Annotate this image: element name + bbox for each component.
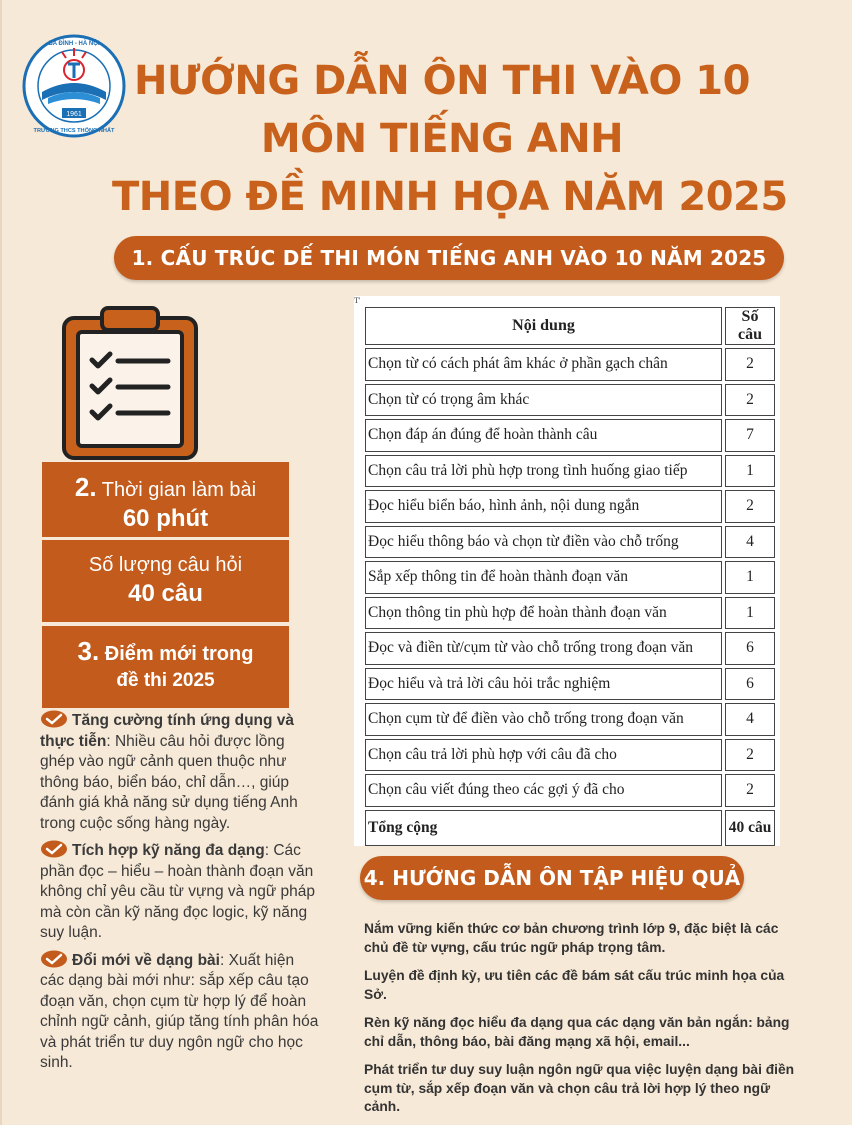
- new-label: Điểm mới trong: [104, 643, 254, 665]
- point-1-title: Tăng cường tính ứng dụng và thực tiễn: [40, 712, 295, 750]
- logo-top-text: BA ĐÌNH - HÀ NỘI: [48, 41, 100, 47]
- table-row: [365, 632, 775, 665]
- time-number: 2.: [74, 472, 97, 502]
- logo-bottom-text: TRƯỜNG THCS THỐNG NHẤT: [33, 128, 115, 134]
- time-label: Thời gian làm bài: [101, 479, 257, 501]
- list-item: [40, 950, 320, 1074]
- table-body: [365, 348, 775, 846]
- row-content: Đọc hiểu và trả lời câu hỏi trắc nghiệm: [365, 668, 722, 701]
- table-corner-mark: T': [354, 296, 361, 305]
- point-2-title: Tích hợp kỹ năng đa dạng: [72, 842, 265, 859]
- row-count: 6: [725, 668, 775, 701]
- table-row: [365, 419, 775, 452]
- row-count: 6: [725, 632, 775, 665]
- table-row: [365, 526, 775, 559]
- row-count: 1: [725, 455, 775, 488]
- header-content: Nội dung: [365, 307, 722, 345]
- time-value: 60 phút: [122, 505, 209, 532]
- table-row: [365, 597, 775, 630]
- time-box: [42, 462, 289, 537]
- header-count: Số câu: [725, 307, 775, 345]
- row-content: Chọn câu trả lời phù hợp với câu đã cho: [365, 739, 722, 772]
- row-content: Đọc hiểu biển báo, hình ảnh, nội dung ngắn: [365, 490, 722, 523]
- point-1-text: : Nhiều câu hỏi được lồng ghép vào ngữ cảnh quen thuộc như thông báo, biển báo, chỉ dẫn…, giúp đánh giá khả năng sử dụng tiếng Anh trong cuộc sống hàng ngày.: [40, 732, 298, 832]
- row-count: 1: [725, 561, 775, 594]
- row-content: Chọn câu viết đúng theo các gợi ý đã cho: [365, 774, 722, 807]
- row-content: Chọn cụm từ để điền vào chỗ trống trong đoạn văn: [365, 703, 722, 736]
- new-points-box: [42, 626, 289, 708]
- school-logo: [22, 34, 126, 138]
- clipboard-icon: [58, 304, 202, 464]
- check-icon: [40, 840, 68, 858]
- point-2-text: : Các phần đọc – hiểu – hoàn thành đoạn văn không chỉ yêu cầu từ vựng và ngữ pháp mà còn cần kỹ năng đọc logic, kỹ năng suy luận.: [40, 842, 315, 941]
- row-content: Chọn thông tin phù hợp để hoàn thành đoạn văn: [365, 597, 722, 630]
- row-content: Chọn từ có trọng âm khác: [365, 384, 722, 417]
- table-row: [365, 774, 775, 807]
- row-count: 4: [725, 703, 775, 736]
- table-row: [365, 668, 775, 701]
- section-1-heading: 1. CẤU TRÚC DẾ THI MÓN TIẾNG ANH VÀO 10 NĂM 2025: [114, 236, 784, 280]
- table-row: [365, 739, 775, 772]
- row-count: 2: [725, 348, 775, 381]
- table-header-row: [365, 307, 775, 345]
- row-count: 2: [725, 739, 775, 772]
- row-count: 2: [725, 384, 775, 417]
- total-value: 40 câu: [725, 810, 775, 846]
- title-line-3: THEO ĐỀ MINH HỌA NĂM 2025: [112, 174, 788, 220]
- tip-2: Luyện đề định kỳ, ưu tiên các đề bám sát cấu trúc minh họa của Sở.: [364, 968, 785, 1002]
- table-row: [365, 703, 775, 736]
- table-row: [365, 490, 775, 523]
- row-content: Đọc hiểu thông báo và chọn từ điền vào chỗ trống: [365, 526, 722, 559]
- row-content: Sắp xếp thông tin để hoàn thành đoạn văn: [365, 561, 722, 594]
- title-line-1: HƯỚNG DẪN ÔN THI VÀO 10: [134, 58, 750, 104]
- point-3-title: Đổi mới về dạng bài: [72, 951, 220, 969]
- point-3-text: : Xuất hiện các dạng bài mới như: sắp xếp câu tạo đoạn văn, chọn cụm từ hợp lý để hoàn chỉnh ngữ cảnh, giúp tăng tính phân hóa và phát triển tư duy ngôn ngữ cho học sinh.: [40, 951, 319, 1071]
- row-content: Chọn từ có cách phát âm khác ở phần gạch chân: [365, 348, 722, 381]
- new-points-list: [40, 710, 320, 1080]
- list-item: [40, 840, 320, 944]
- section-4-heading: 4. HƯỚNG DẪN ÔN TẬP HIỆU QUẢ: [360, 856, 744, 900]
- new-label-2: đề thi 2025: [116, 670, 215, 691]
- row-count: 1: [725, 597, 775, 630]
- count-value: 40 câu: [128, 580, 203, 607]
- row-content: Chọn câu trả lời phù hợp trong tình huống giao tiếp: [365, 455, 722, 488]
- check-icon: [40, 950, 68, 968]
- list-item: [40, 710, 320, 834]
- row-count: 2: [725, 774, 775, 807]
- table-row: [365, 455, 775, 488]
- check-icon: [40, 710, 68, 728]
- count-label: Số lượng câu hỏi: [88, 554, 243, 576]
- row-count: 7: [725, 419, 775, 452]
- table-row: [365, 348, 775, 381]
- logo-year: 1961: [66, 111, 82, 118]
- tip-4: Phát triển tư duy suy luận ngôn ngữ qua việc luyện dạng bài điền cụm từ, sắp xếp đoạn văn và chọn câu trả lời hợp lý theo ngữ cảnh.: [364, 1062, 795, 1114]
- row-content: Đọc và điền từ/cụm từ vào chỗ trống trong đoạn văn: [365, 632, 722, 665]
- table-row: [365, 561, 775, 594]
- table-row: [365, 384, 775, 417]
- study-tips: [364, 920, 800, 1125]
- tip-3: Rèn kỹ năng đọc hiểu đa dạng qua các dạng văn bản ngắn: bảng chỉ dẫn, thông báo, bài đăng mạng xã hội, email...: [364, 1015, 790, 1049]
- question-count-box: [42, 540, 289, 622]
- table-total-row: [365, 810, 775, 846]
- exam-structure-table: [354, 296, 780, 846]
- page-title: [112, 52, 788, 226]
- title-line-2: MÔN TIẾNG ANH: [260, 116, 624, 162]
- total-label: Tổng cộng: [365, 810, 722, 846]
- row-content: Chọn đáp án đúng để hoàn thành câu: [365, 419, 722, 452]
- tip-1: Nắm vững kiến thức cơ bản chương trình lớp 9, đặc biệt là các chủ đề từ vựng, cấu trúc ngữ pháp trọng tâm.: [364, 921, 779, 955]
- row-count: 4: [725, 526, 775, 559]
- row-count: 2: [725, 490, 775, 523]
- new-number: 3.: [77, 636, 100, 666]
